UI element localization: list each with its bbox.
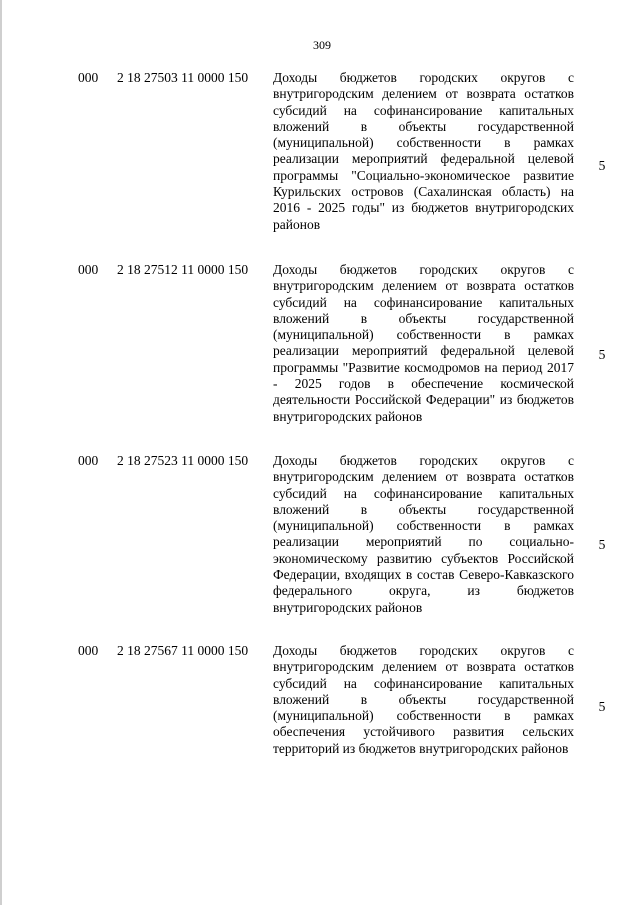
admin-code: 000 <box>78 70 99 85</box>
norm-percent: 5 <box>598 537 606 552</box>
norm-percent: 5 <box>598 699 606 714</box>
income-description: Доходы бюджетов городских округов с внутригородским делением от возврата остатков субсидий на софинансирование капитальных вложений в объекты государственной (муниципальной) собственности в рамках обеспечения устойчивого развития сельских территорий из бюджетов внутригородских районов <box>273 643 574 756</box>
norm-percent: 5 <box>598 158 606 173</box>
page-number: 309 <box>313 38 331 52</box>
budget-classification-code: 2 18 27523 11 0000 150 <box>117 453 249 468</box>
income-description: Доходы бюджетов городских округов с внутригородским делением от возврата остатков субсидий на софинансирование капитальных вложений в объекты государственной (муниципальной) собственности в рамках реализации мероприятий по социально-экономическому развитию субъектов Российской Федерации, входящих в состав Северо-Кавказского федерального округа, из бюджетов внутригородских районов <box>273 453 574 615</box>
admin-code: 000 <box>78 262 99 277</box>
budget-classification-code: 2 18 27567 11 0000 150 <box>117 643 249 658</box>
income-description: Доходы бюджетов городских округов с внутригородским делением от возврата остатков субсидий на софинансирование капитальных вложений в объекты государственной (муниципальной) собственности в рамках реализации мероприятий федеральной целевой программы "Социально-экономическое развитие Курильских островов (Сахалинская область) на 2016 - 2025 годы" из бюджетов внутригородских районов <box>273 70 574 232</box>
budget-classification-code: 2 18 27512 11 0000 150 <box>117 262 249 277</box>
income-description: Доходы бюджетов городских округов с внутригородским делением от возврата остатков субсидий на софинансирование капитальных вложений в объекты государственной (муниципальной) собственности в рамках реализации мероприятий федеральной целевой программы "Развитие космодромов на период 2017 - 2025 годов в обеспечение космической деятельности Российской Федерации" из бюджетов внутригородских районов <box>273 262 574 424</box>
norm-percent: 5 <box>598 347 606 362</box>
admin-code: 000 <box>78 643 99 658</box>
admin-code: 000 <box>78 453 99 468</box>
budget-classification-code: 2 18 27503 11 0000 150 <box>117 70 249 85</box>
